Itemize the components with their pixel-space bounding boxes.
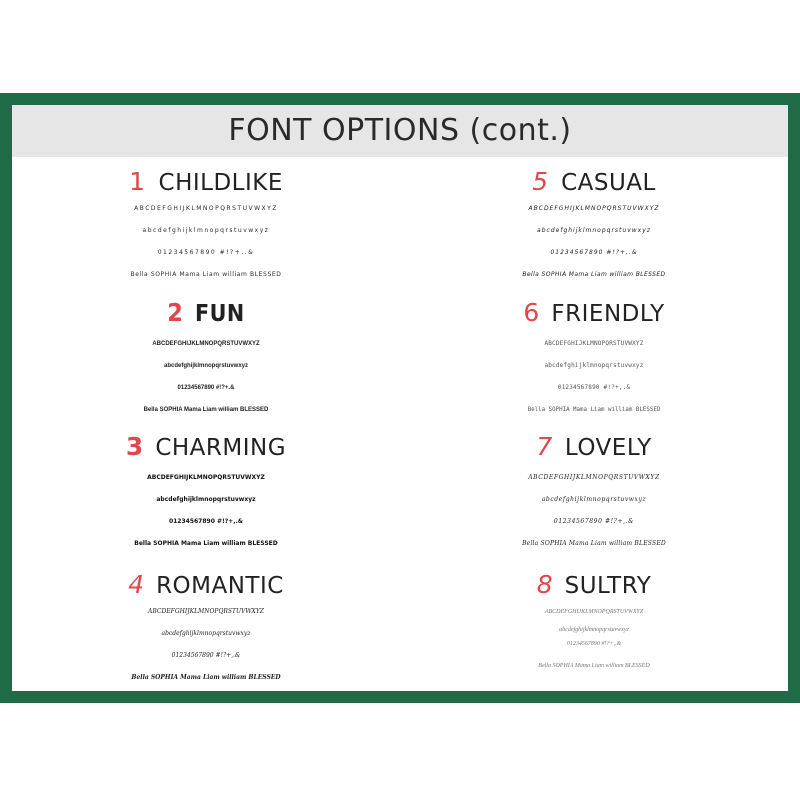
font-option-heading	[400, 569, 788, 601]
names-sample: Bella SOPHIA Mama Liam william BLESSED	[522, 271, 666, 278]
font-name: LOVELY	[564, 435, 652, 461]
lowercase-sample: abcdefghijklmnopqrstuvwxyz	[163, 363, 248, 369]
names-sample: Bella SOPHIA Mama Liam william BLESSED	[527, 407, 661, 413]
header-bar	[12, 105, 788, 157]
font-option-heading	[400, 166, 788, 198]
uppercase-sample: ABCDEFGHIJKLMNOPQRSTUVWXYZ	[544, 340, 644, 347]
font-option-lovely	[400, 431, 788, 555]
font-option-casual	[400, 166, 788, 286]
lowercase-sample: abcdefghijklmnopqrstuvwxyz	[161, 630, 251, 637]
font-option-heading	[12, 569, 400, 601]
font-name: ROMANTIC	[156, 573, 284, 599]
numbers-sample: 01234567890 #!?+,.&	[168, 518, 244, 525]
font-option-heading	[12, 431, 400, 463]
font-name: SULTRY	[564, 573, 652, 599]
lowercase-sample: abcdefghijklmnopqrstuvwxyz	[541, 496, 647, 503]
page-title: FONT OPTIONS (cont.)	[228, 113, 572, 148]
numbers-sample: 01234567890 #!?+,.&	[157, 249, 255, 256]
names-sample: Bella SOPHIA Mama Liam william BLESSED	[538, 663, 650, 669]
font-option-heading	[400, 431, 788, 463]
names-sample: Bella SOPHIA Mama Liam william BLESSED	[143, 407, 269, 413]
uppercase-sample: ABCDEFGHIJKLMNOPQRSTUVWXYZ	[528, 205, 660, 212]
lowercase-sample: abcdefghijklmnopqrstuvwxyz	[156, 496, 256, 503]
font-number: 2	[167, 298, 183, 327]
names-sample: Bella SOPHIA Mama Liam william BLESSED	[130, 271, 282, 278]
uppercase-sample: ABCDEFGHIJKLMNOPQRSTUVWXYZ	[134, 205, 278, 212]
font-number: 8	[536, 570, 553, 599]
numbers-sample: 01234567890 #!?+,.&	[550, 249, 638, 256]
lowercase-sample: abcdefghijklmnopqrstuvwxyz	[559, 627, 629, 633]
font-name: CHILDLIKE	[158, 170, 283, 196]
font-number: 7	[536, 432, 553, 461]
uppercase-sample: ABCDEFGHIJKLMNOPQRSTUVWXYZ	[528, 474, 660, 481]
font-option-charming	[12, 431, 400, 555]
lowercase-sample: abcdefghijklmnopqrstuvwxyz	[544, 362, 644, 369]
font-name: FRIENDLY	[551, 301, 665, 327]
uppercase-sample: ABCDEFGHIJKLMNOPQRSTUVWXYZ	[544, 609, 644, 615]
numbers-sample: 01234567890 #!?+,.&	[553, 518, 635, 525]
font-option-heading	[12, 297, 400, 329]
font-number: 6	[523, 298, 540, 327]
numbers-sample: 01234567890 #!?+.&	[177, 385, 235, 391]
font-number: 1	[129, 167, 147, 196]
font-option-fun	[12, 297, 400, 421]
numbers-sample: 01234567890 #!?+,.&	[171, 652, 241, 659]
font-number: 3	[125, 432, 144, 461]
lowercase-sample: abcdefghijklmnopqrstuvwxyz	[537, 227, 651, 234]
uppercase-sample: ABCDEFGHIJKLMNOPQRSTUVWXYZ	[152, 341, 260, 347]
uppercase-sample: ABCDEFGHIJKLMNOPQRSTUVWXYZ	[148, 608, 264, 615]
font-name: FUN	[194, 301, 245, 327]
font-option-friendly	[400, 297, 788, 421]
font-option-childlike	[12, 166, 400, 286]
font-option-sultry	[400, 569, 788, 681]
lowercase-sample: abcdefghijklmnopqrstuvwxyz	[142, 227, 270, 234]
green-frame	[0, 93, 800, 703]
names-sample: Bella SOPHIA Mama Liam william BLESSED	[522, 540, 666, 547]
font-name: CASUAL	[561, 170, 656, 196]
font-number: 5	[532, 167, 550, 196]
names-sample: Bella SOPHIA Mama Liam william BLESSED	[134, 540, 278, 547]
font-chart	[12, 105, 788, 691]
font-number: 4	[128, 570, 145, 599]
font-option-heading	[400, 297, 788, 329]
names-sample: Bella SOPHIA Mama Liam william BLESSED	[131, 674, 281, 681]
font-name: CHARMING	[155, 435, 287, 461]
font-option-romantic	[12, 569, 400, 689]
uppercase-sample: ABCDEFGHIJKLMNOPQRSTUVWXYZ	[147, 474, 265, 481]
numbers-sample: 01234567890 #!?+,.&	[566, 641, 622, 647]
numbers-sample: 01234567890 #!?+,.&	[557, 384, 631, 391]
font-option-heading	[12, 166, 400, 198]
